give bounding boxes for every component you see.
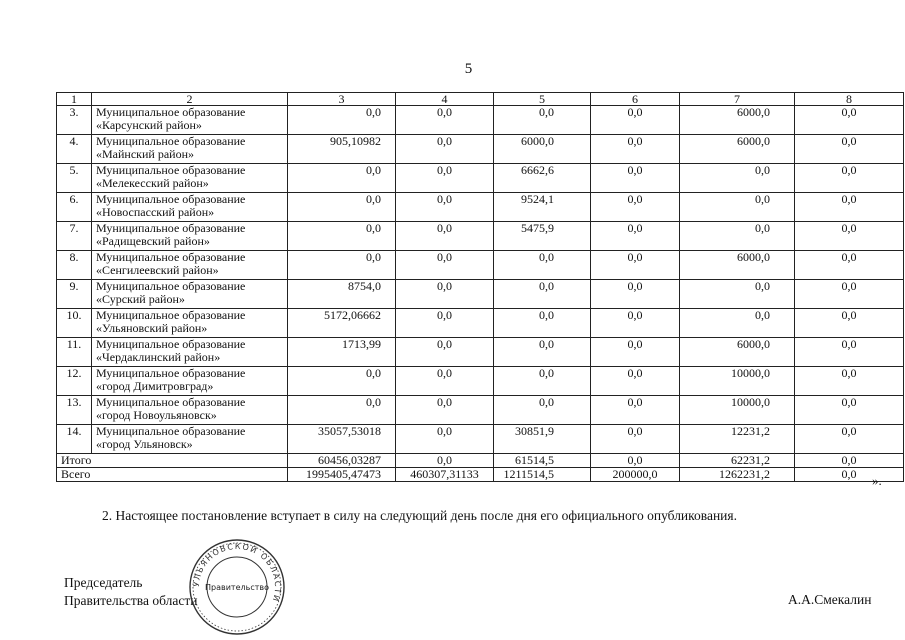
cell-c5: 0,0 <box>494 367 591 396</box>
total-c6: 200000,0 <box>591 468 680 482</box>
cell-c4: 0,0 <box>396 193 494 222</box>
cell-c6: 0,0 <box>591 193 680 222</box>
cell-c7: 0,0 <box>680 280 795 309</box>
cell-c5: 0,0 <box>494 309 591 338</box>
municipality-name-line-2: «Новоспасский район» <box>96 205 215 219</box>
table-row <box>57 222 904 251</box>
row-number: 11. <box>57 338 92 367</box>
table-body <box>57 93 904 482</box>
table-row <box>57 106 904 135</box>
cell-c3: 0,0 <box>288 193 396 222</box>
municipality-name-line-1: Муниципальное образование <box>96 192 246 206</box>
column-header: 1 <box>57 93 92 106</box>
municipality-name <box>92 396 288 425</box>
cell-c6: 0,0 <box>591 309 680 338</box>
table-row <box>57 309 904 338</box>
cell-c8: 0,0 <box>795 193 904 222</box>
cell-c6: 0,0 <box>591 106 680 135</box>
municipality-name-line-2: «Майнский район» <box>96 147 195 161</box>
municipality-name-line-2: «Сенгилеевский район» <box>96 263 219 277</box>
municipality-name-line-1: Муниципальное образование <box>96 279 246 293</box>
cell-c8: 0,0 <box>795 367 904 396</box>
cell-c5: 30851,9 <box>494 425 591 454</box>
signer-title-line-1: Председатель <box>64 575 143 590</box>
municipality-name-line-2: «город Новоульяновск» <box>96 408 217 422</box>
cell-c4: 0,0 <box>396 135 494 164</box>
cell-c7: 0,0 <box>680 222 795 251</box>
page-number: 5 <box>464 61 473 77</box>
cell-c5: 0,0 <box>494 251 591 280</box>
municipality-name <box>92 309 288 338</box>
total-c4: 460307,31133 <box>396 468 494 482</box>
cell-c3: 0,0 <box>288 164 396 193</box>
municipality-name <box>92 222 288 251</box>
municipality-name-line-2: «город Ульяновск» <box>96 437 193 451</box>
total-c5: 61514,5 <box>494 454 591 468</box>
cell-c3: 1713,99 <box>288 338 396 367</box>
municipality-name <box>92 367 288 396</box>
municipality-name <box>92 164 288 193</box>
cell-c8: 0,0 <box>795 251 904 280</box>
cell-c8: 0,0 <box>795 338 904 367</box>
municipality-name-line-2: «Ульяновский район» <box>96 321 208 335</box>
seal-ring-text: УЛЬЯНОВСКОЙ ОБЛАСТИ <box>191 541 283 604</box>
column-header: 5 <box>494 93 591 106</box>
totals-row <box>57 468 904 482</box>
municipality-name <box>92 338 288 367</box>
cell-c4: 0,0 <box>396 338 494 367</box>
cell-c3: 905,10982 <box>288 135 396 164</box>
row-number: 13. <box>57 396 92 425</box>
row-number: 7. <box>57 222 92 251</box>
municipality-name-line-2: «Радищевский район» <box>96 234 210 248</box>
cell-c8: 0,0 <box>795 106 904 135</box>
signer-title-line-2: Правительства области <box>64 593 198 608</box>
municipality-name-line-1: Муниципальное образование <box>96 308 246 322</box>
total-c6: 0,0 <box>591 454 680 468</box>
cell-c5: 0,0 <box>494 106 591 135</box>
svg-text:УЛЬЯНОВСКОЙ ОБЛАСТИ <box>192 542 282 604</box>
column-header: 6 <box>591 93 680 106</box>
total-c4: 0,0 <box>396 454 494 468</box>
total-c7: 62231,2 <box>680 454 795 468</box>
cell-c8: 0,0 <box>795 164 904 193</box>
municipality-name <box>92 280 288 309</box>
cell-c8: 0,0 <box>795 135 904 164</box>
row-number: 9. <box>57 280 92 309</box>
row-number: 12. <box>57 367 92 396</box>
cell-c5: 5475,9 <box>494 222 591 251</box>
seal-center-text: Правительство <box>205 583 269 592</box>
cell-c3: 8754,0 <box>288 280 396 309</box>
table-row <box>57 164 904 193</box>
cell-c8: 0,0 <box>795 425 904 454</box>
cell-c3: 0,0 <box>288 222 396 251</box>
budget-table <box>56 92 904 482</box>
table-row <box>57 251 904 280</box>
table-header-row <box>57 93 904 106</box>
municipality-name-line-1: Муниципальное образование <box>96 250 246 264</box>
table-row <box>57 135 904 164</box>
cell-c7: 6000,0 <box>680 106 795 135</box>
cell-c4: 0,0 <box>396 309 494 338</box>
cell-c4: 0,0 <box>396 106 494 135</box>
cell-c3: 35057,53018 <box>288 425 396 454</box>
cell-c7: 0,0 <box>680 193 795 222</box>
cell-c6: 0,0 <box>591 222 680 251</box>
row-number: 14. <box>57 425 92 454</box>
row-number: 6. <box>57 193 92 222</box>
column-header: 8 <box>795 93 904 106</box>
row-number: 5. <box>57 164 92 193</box>
total-c3: 60456,03287 <box>288 454 396 468</box>
cell-c5: 0,0 <box>494 338 591 367</box>
totals-label: Итого <box>57 454 288 468</box>
totals-row <box>57 454 904 468</box>
cell-c4: 0,0 <box>396 396 494 425</box>
municipality-name-line-1: Муниципальное образование <box>96 105 246 119</box>
municipality-name-line-2: «Сурский район» <box>96 292 185 306</box>
official-seal-icon <box>178 537 296 637</box>
cell-c7: 6000,0 <box>680 135 795 164</box>
table-row <box>57 367 904 396</box>
municipality-name-line-1: Муниципальное образование <box>96 366 246 380</box>
total-c5: 1211514,5 <box>494 468 591 482</box>
municipality-name <box>92 425 288 454</box>
cell-c3: 5172,06662 <box>288 309 396 338</box>
cell-c5: 9524,1 <box>494 193 591 222</box>
table-row <box>57 425 904 454</box>
row-number: 3. <box>57 106 92 135</box>
row-number: 10. <box>57 309 92 338</box>
municipality-name-line-2: «город Димитровград» <box>96 379 214 393</box>
cell-c7: 10000,0 <box>680 367 795 396</box>
municipality-name-line-1: Муниципальное образование <box>96 134 246 148</box>
cell-c5: 0,0 <box>494 396 591 425</box>
column-header: 7 <box>680 93 795 106</box>
cell-c3: 0,0 <box>288 106 396 135</box>
municipality-name <box>92 251 288 280</box>
cell-c8: 0,0 <box>795 280 904 309</box>
cell-c3: 0,0 <box>288 396 396 425</box>
cell-c6: 0,0 <box>591 367 680 396</box>
total-c3: 1995405,47473 <box>288 468 396 482</box>
cell-c4: 0,0 <box>396 425 494 454</box>
municipality-name-line-1: Муниципальное образование <box>96 395 246 409</box>
column-header: 2 <box>92 93 288 106</box>
row-number: 4. <box>57 135 92 164</box>
total-c8: 0,0 <box>795 468 904 482</box>
municipality-name-line-1: Муниципальное образование <box>96 163 246 177</box>
cell-c6: 0,0 <box>591 251 680 280</box>
cell-c7: 6000,0 <box>680 338 795 367</box>
cell-c3: 0,0 <box>288 367 396 396</box>
signer-name: А.А.Смекалин <box>788 592 872 607</box>
total-c8: 0,0 <box>795 454 904 468</box>
cell-c4: 0,0 <box>396 367 494 396</box>
municipality-name-line-2: «Карсунский район» <box>96 118 202 132</box>
cell-c6: 0,0 <box>591 396 680 425</box>
cell-c8: 0,0 <box>795 222 904 251</box>
cell-c6: 0,0 <box>591 338 680 367</box>
closing-quote: ». <box>872 473 882 488</box>
cell-c6: 0,0 <box>591 135 680 164</box>
municipality-name <box>92 193 288 222</box>
municipality-name-line-1: Муниципальное образование <box>96 337 246 351</box>
cell-c4: 0,0 <box>396 222 494 251</box>
cell-c3: 0,0 <box>288 251 396 280</box>
cell-c7: 10000,0 <box>680 396 795 425</box>
cell-c6: 0,0 <box>591 280 680 309</box>
column-header: 3 <box>288 93 396 106</box>
municipality-name <box>92 135 288 164</box>
cell-c7: 6000,0 <box>680 251 795 280</box>
municipality-name-line-1: Муниципальное образование <box>96 424 246 438</box>
cell-c6: 0,0 <box>591 164 680 193</box>
municipality-name-line-2: «Чердаклинский район» <box>96 350 221 364</box>
cell-c4: 0,0 <box>396 280 494 309</box>
cell-c7: 0,0 <box>680 309 795 338</box>
cell-c4: 0,0 <box>396 164 494 193</box>
cell-c5: 6662,6 <box>494 164 591 193</box>
totals-label: Всего <box>57 468 288 482</box>
municipality-name-line-1: Муниципальное образование <box>96 221 246 235</box>
cell-c5: 0,0 <box>494 280 591 309</box>
municipality-name <box>92 106 288 135</box>
cell-c7: 12231,2 <box>680 425 795 454</box>
table-row <box>57 280 904 309</box>
municipality-name-line-2: «Мелекесский район» <box>96 176 209 190</box>
cell-c6: 0,0 <box>591 425 680 454</box>
table-row <box>57 193 904 222</box>
effective-date-paragraph: 2. Настоящее постановление вступает в силу на следующий день после дня его официального опубликования. <box>102 508 737 523</box>
table-row <box>57 396 904 425</box>
cell-c8: 0,0 <box>795 309 904 338</box>
row-number: 8. <box>57 251 92 280</box>
column-header: 4 <box>396 93 494 106</box>
cell-c7: 0,0 <box>680 164 795 193</box>
table-row <box>57 338 904 367</box>
cell-c8: 0,0 <box>795 396 904 425</box>
cell-c5: 6000,0 <box>494 135 591 164</box>
total-c7: 1262231,2 <box>680 468 795 482</box>
cell-c4: 0,0 <box>396 251 494 280</box>
